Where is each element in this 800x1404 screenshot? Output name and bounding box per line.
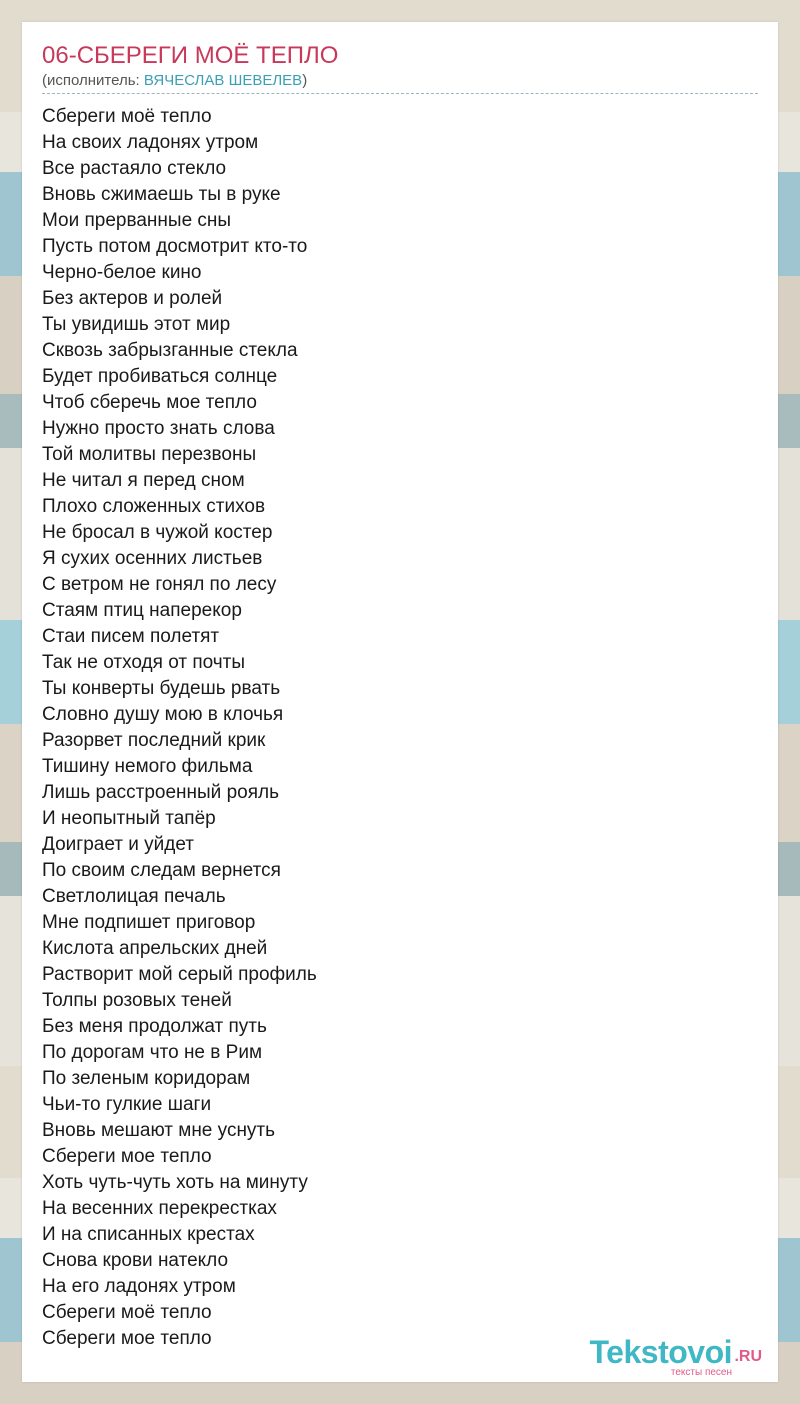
lyric-line: Вновь мешают мне уснуть: [42, 1120, 276, 1141]
lyric-line: Ты конверты будешь рвать: [42, 678, 281, 699]
lyric-line: Толпы розовых теней: [42, 990, 232, 1011]
lyric-line: Сбереги мое тепло: [42, 1328, 212, 1349]
lyric-line: Чьи-то гулкие шаги: [42, 1094, 212, 1115]
lyric-line: Будет пробиваться солнце: [42, 366, 278, 387]
lyric-line: Доиграет и уйдет: [42, 834, 194, 855]
lyric-line: Снова крови натекло: [42, 1250, 229, 1271]
lyric-line: По зеленым коридорам: [42, 1068, 251, 1089]
lyric-line: Растворит мой серый профиль: [42, 964, 317, 985]
lyric-line: По своим следам вернется: [42, 860, 281, 881]
lyric-line: Стаям птиц наперекор: [42, 600, 242, 621]
lyric-line: Сбереги моё тепло: [42, 1302, 212, 1323]
lyric-line: Чтоб сберечь мое тепло: [42, 392, 257, 413]
lyric-line: Мои прерванные сны: [42, 210, 232, 231]
lyric-line: Хоть чуть-чуть хоть на минуту: [42, 1172, 308, 1193]
lyric-line: Светлолицая печаль: [42, 886, 226, 907]
lyric-line: Плохо сложенных стихов: [42, 496, 266, 517]
artist-link[interactable]: ВЯЧЕСЛАВ ШЕВЕЛЕВ: [143, 72, 303, 89]
lyric-line: И на списанных крестах: [42, 1224, 255, 1245]
lyric-line: Сквозь забрызганные стекла: [42, 340, 298, 361]
divider: [42, 93, 758, 94]
lyric-line: Я сухих осенних листьев: [42, 548, 263, 569]
lyric-line: Тишину немого фильма: [42, 756, 253, 777]
site-logo[interactable]: [550, 1334, 770, 1382]
logo-tagline: тексты песен: [670, 1367, 732, 1378]
lyric-line: Сбереги мое тепло: [42, 1146, 212, 1167]
lyric-line: Вновь сжимаешь ты в руке: [42, 184, 281, 205]
logo-domain: .RU: [734, 1348, 762, 1365]
lyric-line: На весенних перекрестках: [42, 1198, 277, 1219]
lyric-line: Все растаяло стекло: [42, 158, 227, 179]
lyric-line: Стаи писем полетят: [42, 626, 220, 647]
lyric-line: Словно душу мою в клочья: [42, 704, 284, 725]
artist-prefix: (исполнитель:: [42, 72, 144, 89]
lyric-line: Мне подпишет приговор: [42, 912, 256, 933]
lyrics-list: [42, 104, 317, 1352]
lyric-line: Нужно просто знать слова: [42, 418, 275, 439]
lyric-line: По дорогам что не в Рим: [42, 1042, 263, 1063]
lyric-line: Без актеров и ролей: [42, 288, 223, 309]
lyric-line: Лишь расстроенный рояль: [42, 782, 279, 803]
artist-line: [42, 72, 307, 89]
lyric-line: Разорвет последний крик: [42, 730, 266, 751]
lyric-line: Так не отходя от почты: [42, 652, 246, 673]
lyric-line: На своих ладонях утром: [42, 132, 259, 153]
lyric-line: Черно-белое кино: [42, 262, 202, 283]
artist-suffix: ): [302, 72, 308, 89]
lyric-line: Пусть потом досмотрит кто-то: [42, 236, 308, 257]
lyric-line: На его ладонях утром: [42, 1276, 236, 1297]
logo-name: Tekstovoi: [589, 1334, 732, 1370]
lyric-line: Без меня продолжат путь: [42, 1016, 267, 1037]
lyric-line: Ты увидишь этот мир: [42, 314, 231, 335]
lyric-line: Кислота апрельских дней: [42, 938, 268, 959]
lyric-line: Той молитвы перезвоны: [42, 444, 257, 465]
lyric-line: С ветром не гонял по лесу: [42, 574, 277, 595]
lyric-line: Не читал я перед сном: [42, 470, 245, 491]
song-title: 06-СБЕРЕГИ МОЁ ТЕПЛО: [42, 42, 339, 69]
lyrics-card: [22, 22, 778, 1382]
lyric-line: И неопытный тапёр: [42, 808, 216, 829]
lyric-line: Сбереги моё тепло: [42, 106, 212, 127]
lyric-line: Не бросал в чужой костер: [42, 522, 273, 543]
